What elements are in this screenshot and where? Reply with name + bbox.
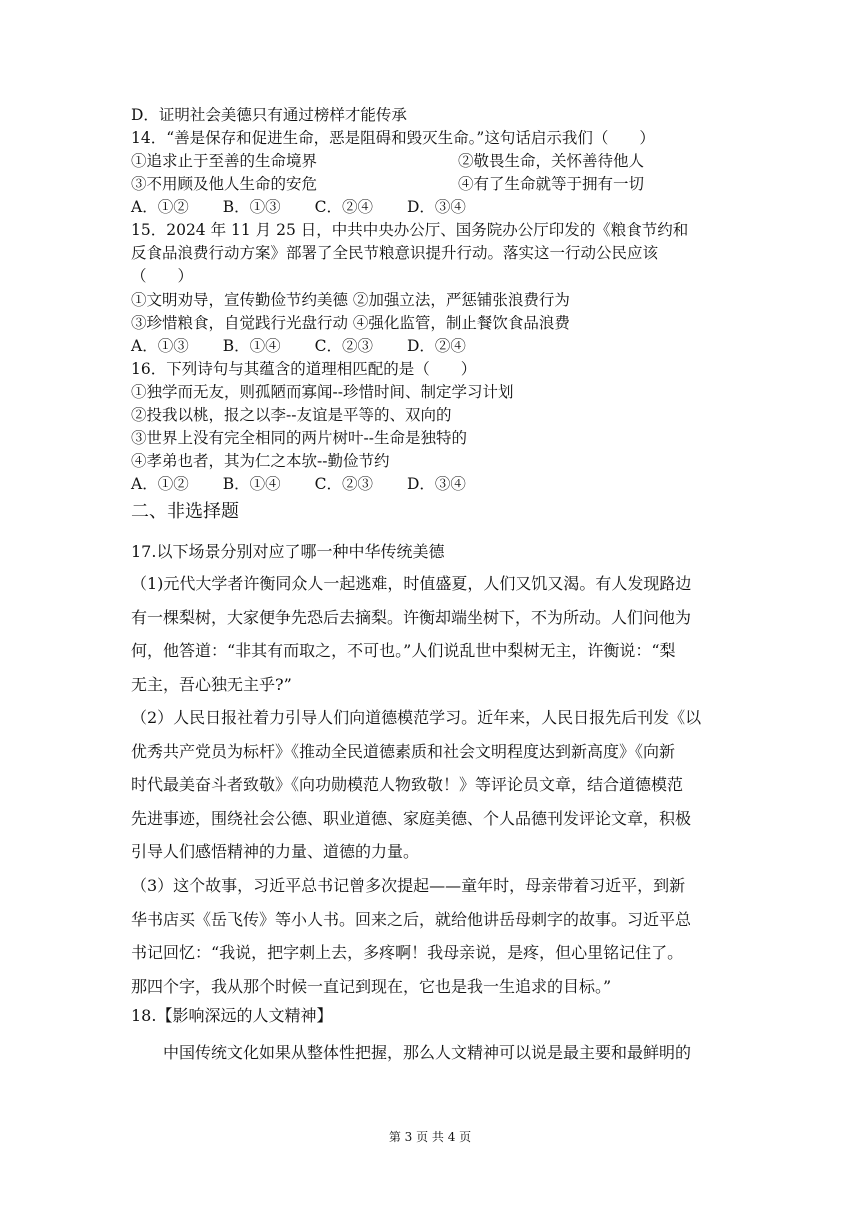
section-title: 二、非选择题 xyxy=(131,501,239,522)
q17-p2-line: 时代最美奋斗者致敬》《向功勋模范人物致敬！》等评论员文章，结合道德模范 xyxy=(131,775,684,794)
q15-option-b: B．①④ xyxy=(222,337,281,355)
page-footer: 第 3 页 共 4 页 xyxy=(388,1130,472,1144)
q14-option-d: D．③④ xyxy=(406,198,466,216)
q15-stem-line-3: （ ） xyxy=(131,267,194,285)
q16-option-b: B．①④ xyxy=(222,475,281,493)
q14-items-row2 xyxy=(131,173,644,195)
q16-options xyxy=(131,473,500,495)
q14-items-row1 xyxy=(131,150,644,172)
q15-items-row2: ③珍惜粮食，自觉践行光盘行动 ④强化监管，制止餐饮食品浪费 xyxy=(131,314,570,332)
q18-first-line: 中国传统文化如果从整体性把握，那么人文精神可以说是最主要和最鲜明的 xyxy=(131,1043,692,1062)
q17-p1-line: （1)元代大学者许衡同众人一起逃难，时值盛夏，人们又饥又渴。有人发现路边 xyxy=(131,574,692,593)
q15-options xyxy=(131,335,500,357)
q17-p3-line: （3）这个故事，习近平总书记曾多次提起——童年时，母亲带着习近平，到新 xyxy=(131,876,686,895)
q17-p1-line: 何，他答道：“非其有而取之，不可也。”人们说乱世中梨树无主，许衡说：“梨 xyxy=(131,641,676,660)
q17-p1-line: 无主，吾心独无主乎?” xyxy=(131,674,292,694)
q16-item-3: ③世界上没有完全相同的两片树叶--生命是独特的 xyxy=(131,429,467,447)
q17-p1-line: 有一棵梨树，大家便争先恐后去摘梨。许衡却端坐树下，不为所动。人们问他为 xyxy=(131,607,692,627)
q17-p2-line: 优秀共产党员为标杆》《推动全民道德素质和社会文明程度达到新高度》《向新 xyxy=(131,741,676,761)
q14-item-1: ①追求止于至善的生命境界 xyxy=(131,152,318,170)
q17-p3-line: 书记回忆：“我说，把字刺上去，多疼啊！我母亲说，是疼，但心里铭记住了。 xyxy=(131,943,684,962)
q15-stem-line-2: 反食品浪费行动方案》部署了全民节粮意识提升行动。落实这一行动公民应该 xyxy=(131,244,659,262)
q14-option-a: A．①② xyxy=(131,198,189,216)
q14-stem: 14．“善是保存和促进生命，恶是阻碍和毁灭生命。”这句话启示我们（ ） xyxy=(131,129,655,147)
q16-option-d: D．③④ xyxy=(406,475,466,493)
q17-p2-line: 先进事迹，围绕社会公德、职业道德、家庭美德、个人品德刊发评论文章，积极 xyxy=(131,808,692,828)
q17-paragraph-2 xyxy=(131,701,731,869)
q14-item-2: ②敬畏生命，关怀善待他人 xyxy=(458,152,645,170)
q17-p2-line: （2）人民日报社着力引导人们向道德模范学习。近年来，人民日报先后刊发《以 xyxy=(131,708,702,727)
q16-item-2: ②投我以桃，报之以李--友谊是平等的、双向的 xyxy=(131,406,452,424)
q14-item-3: ③不用顾及他人生命的安危 xyxy=(131,175,318,193)
q17-paragraph-1 xyxy=(131,567,731,701)
q17-paragraph-3 xyxy=(131,869,731,1003)
q17-stem: 17.以下场景分别对应了哪一种中华传统美德 xyxy=(131,542,445,561)
q16-stem: 16．下列诗句与其蕴含的道理相匹配的是（ ） xyxy=(131,360,477,378)
q15-option-a: A．①③ xyxy=(131,337,189,355)
q14-options xyxy=(131,196,500,218)
q16-option-a: A．①② xyxy=(131,475,189,493)
q15-option-d: D．②④ xyxy=(406,337,466,355)
q15-stem-line-1: 15．2024 年 11 月 25 日，中共中央办公厅、国务院办公厅印发的《粮食节约和 xyxy=(131,221,689,239)
q17-p3-line: 华书店买《岳飞传》等小人书。回来之后，就给他讲岳母刺字的故事。习近平总 xyxy=(131,909,692,929)
q15-option-c: C．②③ xyxy=(314,337,373,355)
q14-item-4: ④有了生命就等于拥有一切 xyxy=(458,175,645,193)
q14-option-b: B．①③ xyxy=(222,198,281,216)
q16-option-c: C．②③ xyxy=(314,475,373,493)
q15-items-row1: ①文明劝导，宣传勤俭节约美德 ②加强立法，严惩铺张浪费行为 xyxy=(131,291,570,309)
q13-option-d: D．证明社会美德只有通过榜样才能传承 xyxy=(131,106,407,124)
q14-option-c: C．②④ xyxy=(314,198,373,216)
q16-item-1: ①独学而无友，则孤陋而寡闻--珍惜时间、制定学习计划 xyxy=(131,383,514,401)
q18-title: 18.【影响深远的人文精神】 xyxy=(131,1006,333,1025)
q16-item-4: ④孝弟也者，其为仁之本欤--勤俭节约 xyxy=(131,452,390,470)
q17-p3-line: 那四个字，我从那个时候一直记到现在，它也是我一生追求的目标。” xyxy=(131,976,612,996)
q17-p2-line: 引导人们感悟精神的力量、道德的力量。 xyxy=(131,842,420,861)
